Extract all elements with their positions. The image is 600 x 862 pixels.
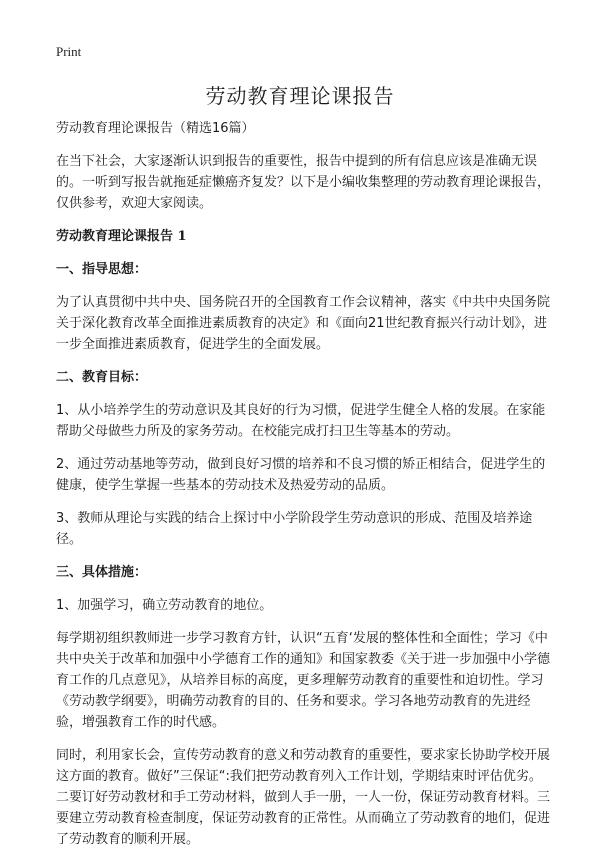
document-subtitle: 劳动教育理论课报告（精选16篇） [56,121,255,136]
intro-paragraph: 在当下社会，大家逐渐认识到报告的重要性，报告中提到的所有信息应该是准确无误的。一听到写报告就拖延症懒癌齐复发？以下是小编收集整理的劳动教育理论课报告，仅供参考，欢迎大家阅读。 [56,154,551,211]
measure-paragraph-2: 同时，利用家长会，宣传劳动教育的意义和劳动教育的重要性，要求家长协助学校开展这方面的教育。做好”三保证“:我们把劳动教育列入工作计划，学期结束时评估优劣。二要订好劳动教材和手工劳动材料，做到人手一册，一人一份，保证劳动教育材料。三要建立劳动教育检查制度，保证劳动教育的正常性。从而确立了劳动教育的地们，促进了劳动教育的顺利开展。 [56,748,551,847]
goal-item-2: 2、通过劳动基地等劳动，做到良好习惯的培养和不良习惯的矫正相结合，促进学生的健康，使学生掌握一些基本的劳动技术及热爱劳动的品质。 [56,457,546,493]
measure-paragraph-1: 每学期初组织教师进一步学习教育方针，认识“五育‘发展的整体性和全面性；学习《中共中央关于改革和加强中小学德育工作的通知》和国家教委《关于进一步加强中小学德育工作的几点意见》，从培养目标的高度，更多理解劳动教育的重要性和迫切性。学习《劳动教学纲要》，明确劳动教育的目的、任务和要求。学习各地劳动教育的先进经验，增强教育工作的时代感。 [56,631,551,730]
document-title: 劳动教育理论课报告 [205,84,395,108]
measure-item-1: 1、加强学习，确立劳动教育的地位。 [56,598,273,613]
print-link[interactable]: Print [56,44,82,59]
goals-heading: 二、教育目标： [56,370,148,385]
goal-item-1: 1、从小培养学生的劳动意识及其良好的行为习惯，促进学生健全人格的发展。在家能帮助父母做些力所及的家务劳动。在校能完成打扫卫生等基本的劳动。 [56,403,546,439]
section-heading: 劳动教育理论课报告 1 [56,229,187,244]
guiding-paragraph: 为了认真贯彻中共中央、国务院召开的全国教育工作会议精神，落实《中共中央国务院关于深化教育改革全面推进素质教育的决定》和《面向21世纪教育振兴行动计划》，进一步全面推进素质教育，促进学生的全面发展。 [56,295,551,352]
measures-heading: 三、具体措施： [56,565,148,580]
document-body [56,118,554,862]
goal-item-3: 3、教师从理论与实践的结合上探讨中小学阶段学生劳动意识的形成、范围及培养途径。 [56,511,533,547]
guiding-heading: 一、指导思想： [56,262,148,277]
